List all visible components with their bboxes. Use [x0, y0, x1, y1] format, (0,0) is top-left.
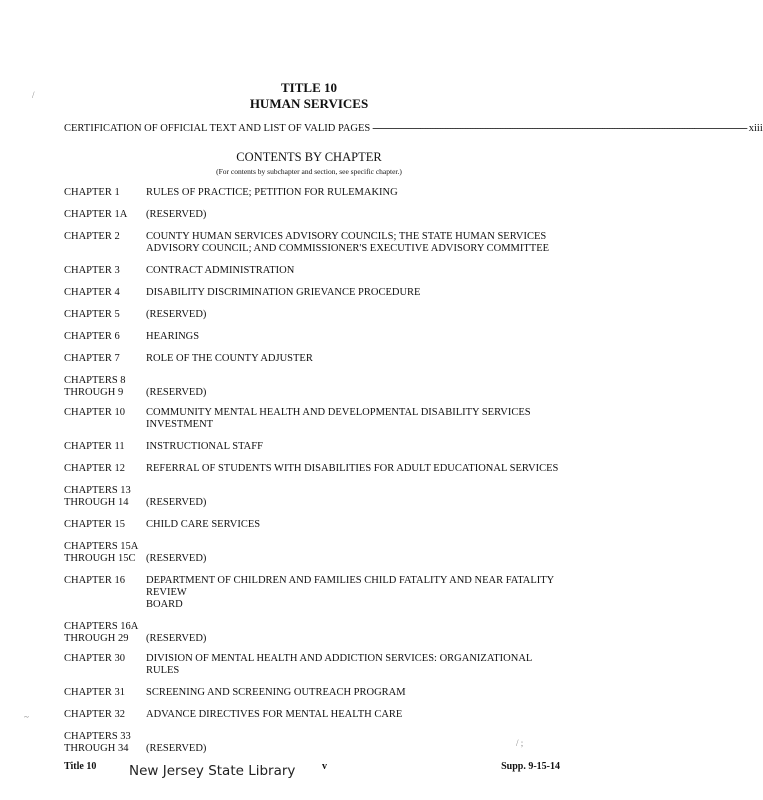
chapter-number: CHAPTERS 16A: [64, 621, 139, 632]
contents-note: (For contents by subchapter and section, see specific chapter.): [216, 167, 402, 176]
document-subtitle: HUMAN SERVICES: [249, 96, 369, 111]
scan-mark: ~: [24, 712, 29, 722]
chapter-entry: [64, 687, 564, 699]
chapter-entry: [64, 353, 564, 365]
supplement-date: Supp. 9-15-14: [501, 761, 560, 772]
chapter-number: CHAPTER 3: [64, 265, 120, 276]
footer-title: Title 10: [64, 761, 97, 772]
chapter-number: CHAPTER 5: [64, 309, 120, 320]
chapter-number: THROUGH 34: [64, 743, 129, 754]
chapter-number: CHAPTER 1A: [64, 209, 128, 220]
chapter-entry: [64, 231, 564, 255]
chapter-title: ADVISORY COUNCIL; AND COMMISSIONER'S EXECUTIVE ADVISORY COMMITTEE: [146, 243, 550, 254]
chapter-number: [64, 599, 146, 611]
chapter-number: CHAPTERS 8: [64, 375, 126, 386]
chapter-list: [64, 187, 564, 755]
chapter-entry: [64, 653, 564, 677]
chapter-title: COUNTY HUMAN SERVICES ADVISORY COUNCILS; THE STATE HUMAN SERVICES: [146, 231, 547, 242]
title-block: [0, 80, 618, 112]
chapter-title: ADVANCE DIRECTIVES FOR MENTAL HEALTH CARE: [146, 709, 403, 720]
chapter-entry: [64, 731, 564, 755]
contents-heading: CONTENTS BY CHAPTER: [236, 150, 382, 164]
chapter-number: CHAPTER 15: [64, 519, 125, 530]
chapter-title: CHILD CARE SERVICES: [146, 519, 261, 530]
chapter-title: (RESERVED): [146, 553, 207, 564]
chapter-title: [146, 541, 564, 553]
chapter-title: (RESERVED): [146, 743, 207, 754]
chapter-title: (RESERVED): [146, 309, 207, 320]
chapter-number: CHAPTER 32: [64, 709, 125, 720]
chapter-title: (RESERVED): [146, 387, 207, 398]
chapter-title: SCREENING AND SCREENING OUTREACH PROGRAM: [146, 687, 406, 698]
chapter-title: INSTRUCTIONAL STAFF: [146, 441, 263, 452]
chapter-number: CHAPTER 6: [64, 331, 120, 342]
chapter-title: HEARINGS: [146, 331, 200, 342]
chapter-title: [146, 375, 564, 387]
chapter-entry: [64, 441, 564, 453]
chapter-entry: [64, 265, 564, 277]
chapter-number: CHAPTER 11: [64, 441, 125, 452]
chapter-title: RULES OF PRACTICE; PETITION FOR RULEMAKING: [146, 187, 398, 198]
chapter-title: [146, 485, 564, 497]
chapter-number: CHAPTER 2: [64, 231, 120, 242]
chapter-number: CHAPTERS 33: [64, 731, 131, 742]
chapter-entry: [64, 375, 564, 399]
chapter-title: [146, 731, 564, 743]
chapter-title: (RESERVED): [146, 497, 207, 508]
chapter-entry: [64, 541, 564, 565]
chapter-title: (RESERVED): [146, 633, 207, 644]
chapter-title: INVESTMENT: [146, 419, 214, 430]
chapter-title: [146, 621, 564, 633]
chapter-entry: [64, 187, 564, 199]
chapter-number: CHAPTER 16: [64, 575, 125, 586]
certification-line: [64, 123, 763, 134]
chapter-entry: [64, 519, 564, 531]
chapter-title: REFERRAL OF STUDENTS WITH DISABILITIES FOR ADULT EDUCATIONAL SERVICES: [146, 463, 559, 474]
chapter-title: DEPARTMENT OF CHILDREN AND FAMILIES CHILD FATALITY AND NEAR FATALITY REVIEW: [146, 575, 554, 598]
chapter-entry: [64, 309, 564, 321]
chapter-number: CHAPTERS 13: [64, 485, 131, 496]
scan-mark: /: [32, 90, 35, 100]
chapter-entry: [64, 621, 564, 645]
chapter-number: CHAPTER 31: [64, 687, 125, 698]
chapter-title: BOARD: [146, 599, 183, 610]
chapter-entry: [64, 463, 564, 475]
chapter-number: CHAPTER 4: [64, 287, 120, 298]
chapter-number: CHAPTER 10: [64, 407, 125, 418]
chapter-entry: [64, 287, 564, 299]
chapter-title: DISABILITY DISCRIMINATION GRIEVANCE PROCEDURE: [146, 287, 421, 298]
page-footer: [0, 761, 618, 783]
certification-page: xiii: [748, 123, 763, 134]
chapter-number: CHAPTERS 15A: [64, 541, 139, 552]
chapter-entry: [64, 407, 564, 431]
scan-mark: / ;: [516, 738, 524, 748]
chapter-entry: [64, 331, 564, 343]
page-number: v: [322, 761, 327, 772]
chapter-number: THROUGH 14: [64, 497, 129, 508]
chapter-number: [64, 243, 146, 255]
chapter-title: CONTRACT ADMINISTRATION: [146, 265, 295, 276]
chapter-number: CHAPTER 30: [64, 653, 125, 664]
chapter-entry: [64, 485, 564, 509]
chapter-entry: [64, 709, 564, 721]
chapter-title: (RESERVED): [146, 209, 207, 220]
chapter-number: THROUGH 9: [64, 387, 124, 398]
chapter-number: [64, 419, 146, 431]
chapter-number: THROUGH 15C: [64, 553, 136, 564]
chapter-title: DIVISION OF MENTAL HEALTH AND ADDICTION SERVICES: ORGANIZATIONAL RULES: [146, 653, 532, 676]
chapter-title: COMMUNITY MENTAL HEALTH AND DEVELOPMENTAL DISABILITY SERVICES: [146, 407, 531, 418]
document-title: TITLE 10: [281, 80, 337, 95]
library-stamp: New Jersey State Library: [129, 763, 296, 779]
chapter-number: CHAPTER 1: [64, 187, 120, 198]
chapter-entry: [64, 575, 564, 611]
chapter-title: ROLE OF THE COUNTY ADJUSTER: [146, 353, 313, 364]
chapter-number: CHAPTER 12: [64, 463, 125, 474]
chapter-number: CHAPTER 7: [64, 353, 120, 364]
certification-label: CERTIFICATION OF OFFICIAL TEXT AND LIST OF VALID PAGES: [64, 123, 371, 134]
chapter-number: THROUGH 29: [64, 633, 129, 644]
chapter-entry: [64, 209, 564, 221]
certification-leader: ------------------------------------------------------------------------------------------------------------------------------------------------------: [372, 123, 747, 134]
